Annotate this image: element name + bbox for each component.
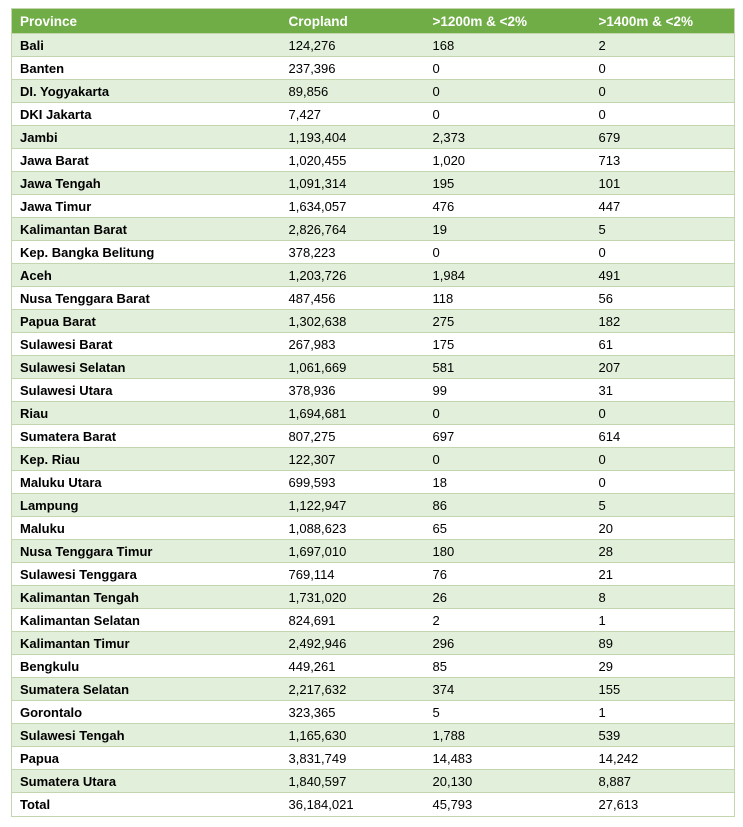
value-cell: 122,307 [281, 448, 425, 471]
value-cell: 8,887 [591, 770, 735, 793]
value-cell: 699,593 [281, 471, 425, 494]
province-cell: Maluku [12, 517, 281, 540]
table-row [12, 494, 735, 517]
value-cell: 1,731,020 [281, 586, 425, 609]
value-cell: 1,020 [425, 149, 591, 172]
value-cell: 2 [425, 609, 591, 632]
value-cell: 378,223 [281, 241, 425, 264]
value-cell: 0 [591, 80, 735, 103]
value-cell: 0 [591, 448, 735, 471]
value-cell: 1,061,669 [281, 356, 425, 379]
table-row [12, 425, 735, 448]
province-cell: Sulawesi Utara [12, 379, 281, 402]
table-row [12, 517, 735, 540]
province-cropland-table [11, 8, 735, 817]
province-cell: Gorontalo [12, 701, 281, 724]
table-header [12, 9, 735, 34]
value-cell: 65 [425, 517, 591, 540]
total-cropland: 36,184,021 [281, 793, 425, 817]
value-cell: 1 [591, 701, 735, 724]
total-label: Total [12, 793, 281, 817]
table-row [12, 770, 735, 793]
value-cell: 180 [425, 540, 591, 563]
table-row [12, 448, 735, 471]
value-cell: 0 [425, 57, 591, 80]
value-cell: 0 [591, 103, 735, 126]
value-cell: 267,983 [281, 333, 425, 356]
province-cell: Sumatera Selatan [12, 678, 281, 701]
value-cell: 3,831,749 [281, 747, 425, 770]
value-cell: 29 [591, 655, 735, 678]
province-cell: Jawa Tengah [12, 172, 281, 195]
table-row [12, 34, 735, 57]
value-cell: 20 [591, 517, 735, 540]
table-row [12, 586, 735, 609]
province-cell: Sulawesi Tengah [12, 724, 281, 747]
value-cell: 1,020,455 [281, 149, 425, 172]
province-cell: Jawa Barat [12, 149, 281, 172]
province-cell: Sulawesi Tenggara [12, 563, 281, 586]
province-cell: Kalimantan Selatan [12, 609, 281, 632]
total-gt1200m: 45,793 [425, 793, 591, 817]
value-cell: 31 [591, 379, 735, 402]
table-row [12, 356, 735, 379]
value-cell: 539 [591, 724, 735, 747]
value-cell: 99 [425, 379, 591, 402]
table-row [12, 379, 735, 402]
value-cell: 769,114 [281, 563, 425, 586]
table-row [12, 310, 735, 333]
province-cell: Sulawesi Barat [12, 333, 281, 356]
value-cell: 124,276 [281, 34, 425, 57]
value-cell: 1 [591, 609, 735, 632]
value-cell: 0 [425, 241, 591, 264]
province-cell: Nusa Tenggara Barat [12, 287, 281, 310]
table-row [12, 264, 735, 287]
province-cell: Kalimantan Barat [12, 218, 281, 241]
value-cell: 168 [425, 34, 591, 57]
value-cell: 0 [591, 57, 735, 80]
province-cell: Papua Barat [12, 310, 281, 333]
table-row [12, 149, 735, 172]
province-cell: Papua [12, 747, 281, 770]
value-cell: 14,242 [591, 747, 735, 770]
value-cell: 1,193,404 [281, 126, 425, 149]
table-row [12, 126, 735, 149]
table-row [12, 609, 735, 632]
value-cell: 1,697,010 [281, 540, 425, 563]
total-gt1400m: 27,613 [591, 793, 735, 817]
value-cell: 89,856 [281, 80, 425, 103]
value-cell: 5 [425, 701, 591, 724]
value-cell: 155 [591, 678, 735, 701]
value-cell: 89 [591, 632, 735, 655]
value-cell: 2 [591, 34, 735, 57]
table-row [12, 57, 735, 80]
value-cell: 14,483 [425, 747, 591, 770]
value-cell: 713 [591, 149, 735, 172]
value-cell: 1,091,314 [281, 172, 425, 195]
value-cell: 118 [425, 287, 591, 310]
value-cell: 0 [425, 402, 591, 425]
value-cell: 824,691 [281, 609, 425, 632]
value-cell: 1,788 [425, 724, 591, 747]
value-cell: 18 [425, 471, 591, 494]
table-row [12, 655, 735, 678]
table-row [12, 287, 735, 310]
table-footer [12, 793, 735, 817]
table-row [12, 724, 735, 747]
value-cell: 5 [591, 218, 735, 241]
value-cell: 491 [591, 264, 735, 287]
value-cell: 7,427 [281, 103, 425, 126]
value-cell: 275 [425, 310, 591, 333]
province-cell: Aceh [12, 264, 281, 287]
province-cell: Nusa Tenggara Timur [12, 540, 281, 563]
table-row [12, 632, 735, 655]
value-cell: 0 [591, 241, 735, 264]
table-row [12, 402, 735, 425]
province-cell: Lampung [12, 494, 281, 517]
value-cell: 175 [425, 333, 591, 356]
value-cell: 323,365 [281, 701, 425, 724]
province-cell: Sumatera Utara [12, 770, 281, 793]
value-cell: 85 [425, 655, 591, 678]
value-cell: 61 [591, 333, 735, 356]
value-cell: 2,492,946 [281, 632, 425, 655]
value-cell: 19 [425, 218, 591, 241]
value-cell: 56 [591, 287, 735, 310]
table-row [12, 218, 735, 241]
value-cell: 237,396 [281, 57, 425, 80]
value-cell: 0 [425, 448, 591, 471]
province-cell: Jambi [12, 126, 281, 149]
value-cell: 487,456 [281, 287, 425, 310]
value-cell: 1,984 [425, 264, 591, 287]
value-cell: 614 [591, 425, 735, 448]
value-cell: 2,373 [425, 126, 591, 149]
province-cell: Riau [12, 402, 281, 425]
column-header-cropland: Cropland [281, 9, 425, 34]
table-row [12, 747, 735, 770]
table-row [12, 103, 735, 126]
province-cell: Sulawesi Selatan [12, 356, 281, 379]
table-body [12, 34, 735, 793]
value-cell: 374 [425, 678, 591, 701]
province-cell: Banten [12, 57, 281, 80]
table-row [12, 80, 735, 103]
table-row [12, 471, 735, 494]
value-cell: 697 [425, 425, 591, 448]
value-cell: 0 [591, 402, 735, 425]
column-header-province: Province [12, 9, 281, 34]
value-cell: 0 [425, 80, 591, 103]
value-cell: 1,088,623 [281, 517, 425, 540]
value-cell: 1,203,726 [281, 264, 425, 287]
province-cell: Kalimantan Timur [12, 632, 281, 655]
value-cell: 86 [425, 494, 591, 517]
province-cell: Bengkulu [12, 655, 281, 678]
value-cell: 581 [425, 356, 591, 379]
value-cell: 21 [591, 563, 735, 586]
value-cell: 1,302,638 [281, 310, 425, 333]
column-header-gt1200m: >1200m & <2% [425, 9, 591, 34]
province-cell: Sumatera Barat [12, 425, 281, 448]
province-cell: Kep. Bangka Belitung [12, 241, 281, 264]
value-cell: 0 [591, 471, 735, 494]
value-cell: 1,165,630 [281, 724, 425, 747]
province-cell: Jawa Timur [12, 195, 281, 218]
value-cell: 8 [591, 586, 735, 609]
province-cell: Bali [12, 34, 281, 57]
value-cell: 1,122,947 [281, 494, 425, 517]
value-cell: 5 [591, 494, 735, 517]
table-row [12, 333, 735, 356]
value-cell: 101 [591, 172, 735, 195]
header-row [12, 9, 735, 34]
value-cell: 2,826,764 [281, 218, 425, 241]
province-cell: Kep. Riau [12, 448, 281, 471]
table-row [12, 678, 735, 701]
value-cell: 1,694,681 [281, 402, 425, 425]
value-cell: 447 [591, 195, 735, 218]
province-cell: DI. Yogyakarta [12, 80, 281, 103]
value-cell: 76 [425, 563, 591, 586]
value-cell: 296 [425, 632, 591, 655]
province-cell: Kalimantan Tengah [12, 586, 281, 609]
column-header-gt1400m: >1400m & <2% [591, 9, 735, 34]
total-row [12, 793, 735, 817]
value-cell: 26 [425, 586, 591, 609]
value-cell: 2,217,632 [281, 678, 425, 701]
table-row [12, 540, 735, 563]
value-cell: 807,275 [281, 425, 425, 448]
value-cell: 182 [591, 310, 735, 333]
table-row [12, 172, 735, 195]
value-cell: 1,840,597 [281, 770, 425, 793]
table-row [12, 701, 735, 724]
value-cell: 1,634,057 [281, 195, 425, 218]
table-row [12, 563, 735, 586]
value-cell: 207 [591, 356, 735, 379]
value-cell: 195 [425, 172, 591, 195]
value-cell: 679 [591, 126, 735, 149]
province-cell: DKI Jakarta [12, 103, 281, 126]
value-cell: 449,261 [281, 655, 425, 678]
value-cell: 20,130 [425, 770, 591, 793]
value-cell: 476 [425, 195, 591, 218]
value-cell: 28 [591, 540, 735, 563]
table-row [12, 195, 735, 218]
province-cell: Maluku Utara [12, 471, 281, 494]
value-cell: 378,936 [281, 379, 425, 402]
table-row [12, 241, 735, 264]
value-cell: 0 [425, 103, 591, 126]
